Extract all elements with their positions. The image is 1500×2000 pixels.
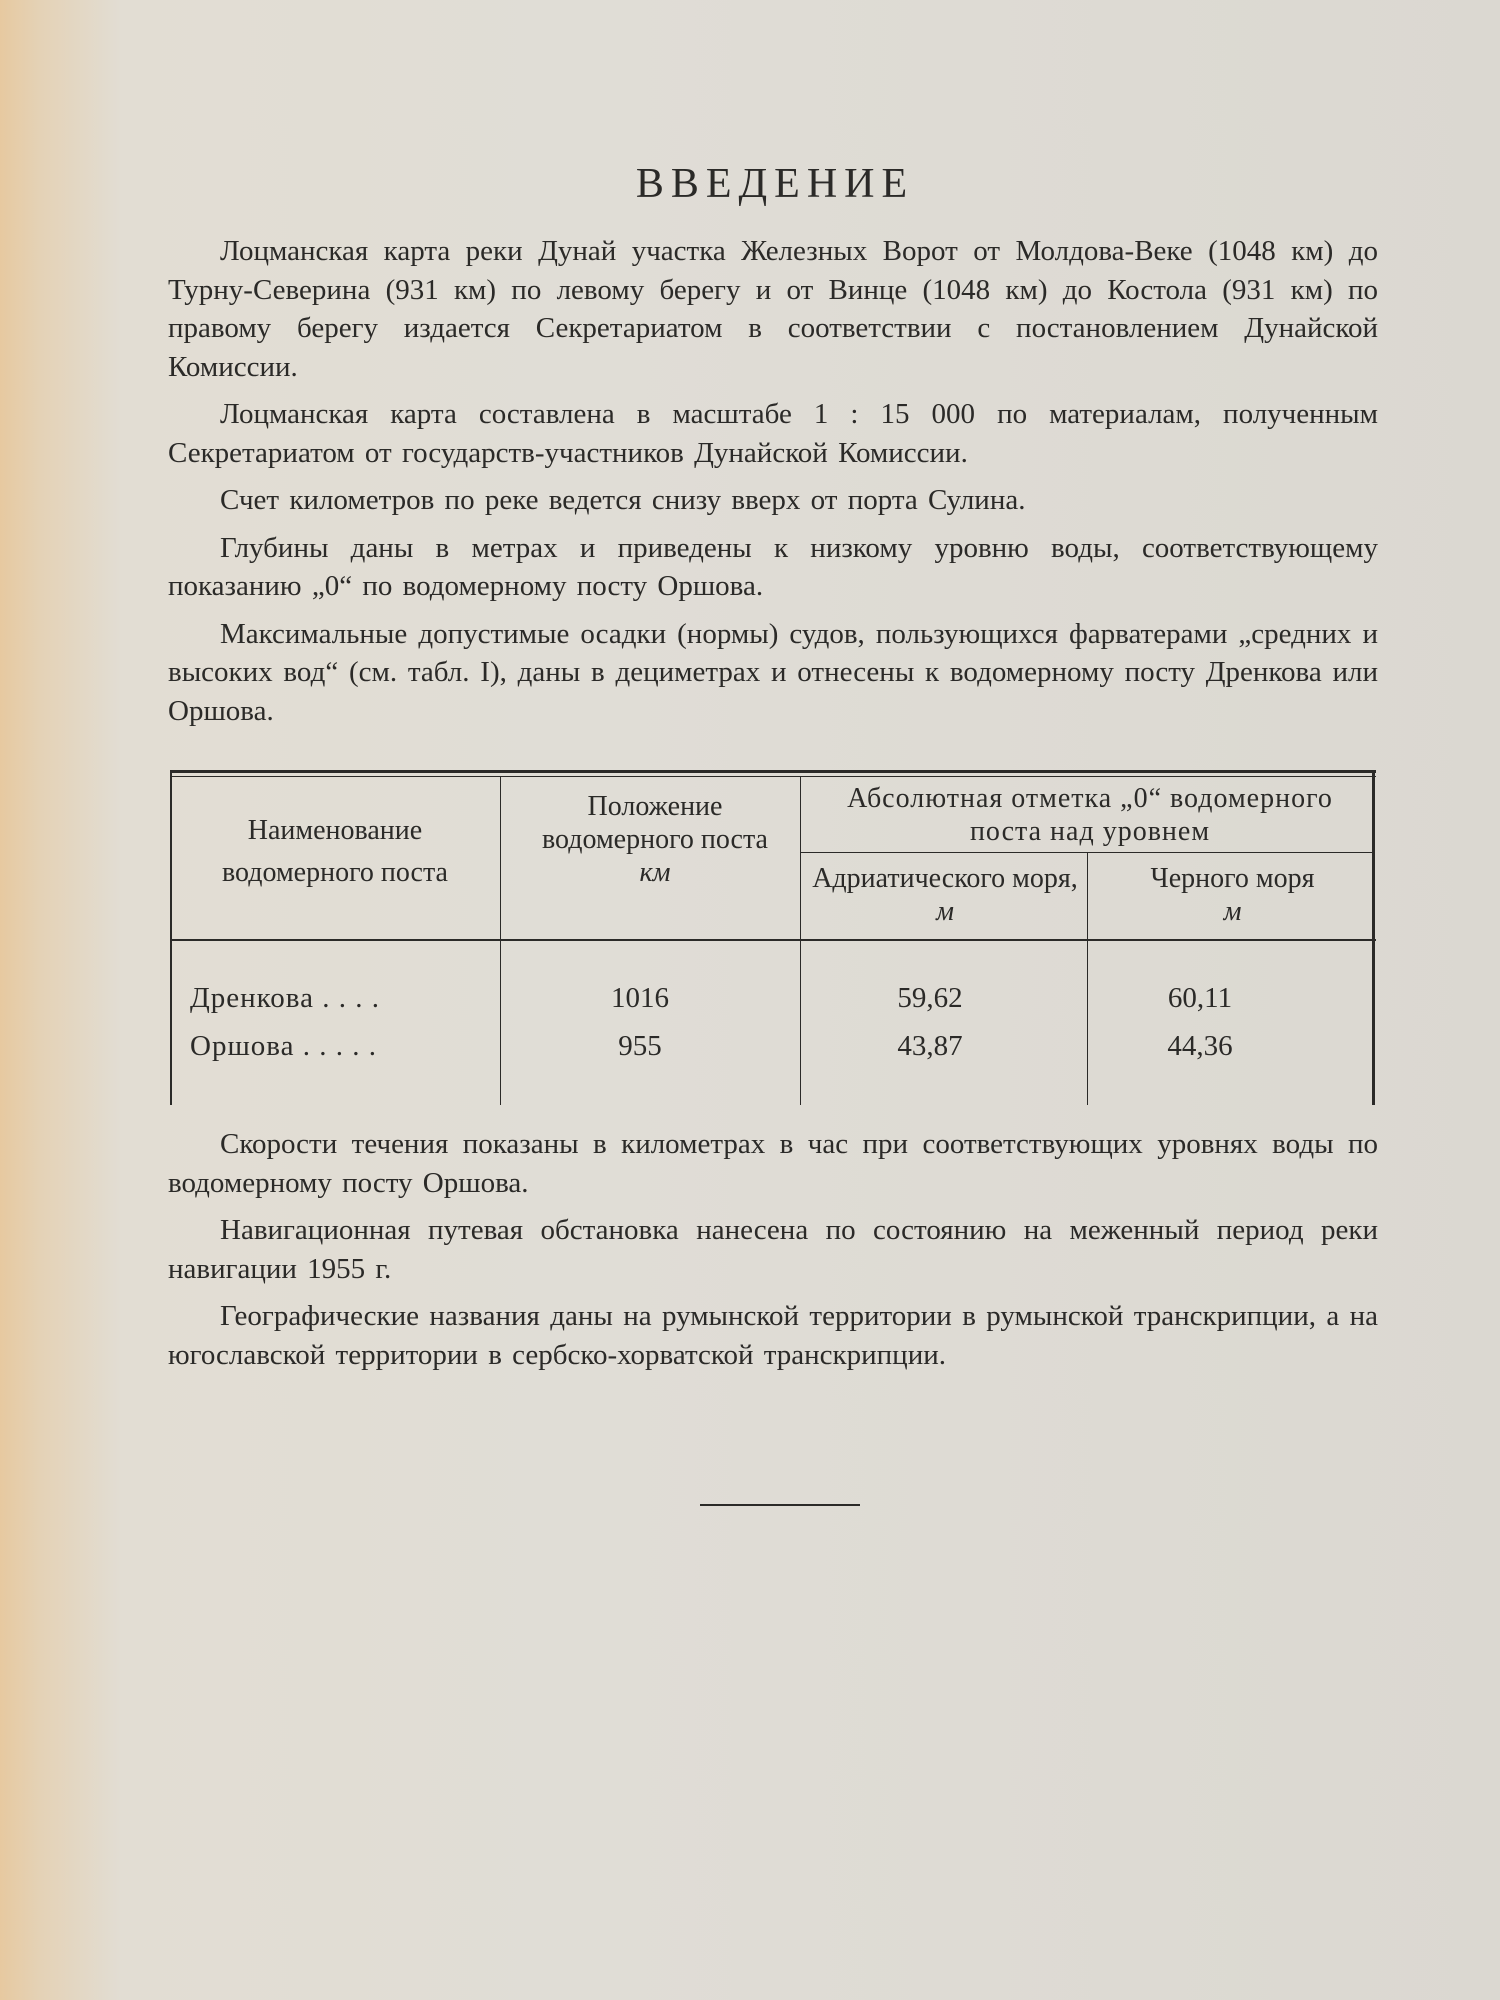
intro-paragraph: Глубины даны в метрах и приведены к низкому уровню воды, соответствующему показанию „0“ по водомерному посту Оршова. xyxy=(168,531,1378,602)
table-top-rule xyxy=(170,770,1376,773)
column-divider xyxy=(800,777,801,1105)
column-divider xyxy=(1087,852,1088,1105)
outro-paragraph: Скорости течения показаны в километрах в час при соответствующих уровнях воды по водомерному посту Оршова. xyxy=(168,1128,1378,1199)
table-left-border xyxy=(170,770,172,1105)
column-divider xyxy=(500,777,501,1105)
intro-paragraph: Счет километров по реке ведется снизу вверх от порта Сулина. xyxy=(220,484,1026,516)
header-black-sea-unit: м xyxy=(1223,896,1242,927)
header-black-sea-label: Черного моря xyxy=(1150,863,1315,894)
header-position-label: Положение водомерного поста xyxy=(542,791,768,855)
row-black-sea: 44,36 xyxy=(1167,1030,1233,1062)
row-station-name: Дренкова . . . . xyxy=(190,982,380,1014)
row-station-name: Оршова . . . . . xyxy=(190,1030,377,1062)
page-title: ВВЕДЕНИЕ xyxy=(635,161,915,207)
header-absolute-mark: Абсолютная отметка „0“ водомерного поста над уровнем xyxy=(847,783,1333,847)
subheader-rule xyxy=(800,852,1375,853)
table-right-border xyxy=(1372,770,1375,1105)
header-position-unit: км xyxy=(639,857,671,888)
header-adriatic xyxy=(810,862,1080,928)
outro-paragraph: Навигационная путевая обстановка нанесена по состоянию на меженный период реки навигации 1955 г. xyxy=(168,1214,1378,1285)
header-black-sea xyxy=(1095,862,1370,928)
outro-paragraph: Географические названия даны на румынской территории в румынской транскрипции, а на югославской территории в сербско-хорватской транскрипции. xyxy=(168,1300,1378,1371)
header-station-name: Наименование водомерного поста xyxy=(222,815,448,888)
gauge-table xyxy=(170,770,1376,1105)
intro-paragraph: Лоцманская карта реки Дунай участка Железных Ворот от Молдова-Веке (1048 км) до Турну-Северина (931 км) по левому берегу и от Винце (1048 км) до Костола (931 км) по правому берегу издается Секретариатом в соответствии с постановлением Дунайской Комиссии. xyxy=(168,235,1378,383)
header-position xyxy=(540,790,770,889)
header-adriatic-label: Адриатического моря, xyxy=(812,863,1078,894)
row-position: 955 xyxy=(618,1030,662,1062)
intro-paragraph: Максимальные допустимые осадки (нормы) судов, пользующихся фарватерами „средних и высоких вод“ (см. табл. I), даны в дециметрах и отнесены к водомерному посту Дренкова или Оршова. xyxy=(168,617,1378,727)
intro-paragraph: Лоцманская карта составлена в масштабе 1 : 15 000 по материалам, полученным Секретариатом от государств-участников Дунайской Комиссии. xyxy=(168,398,1378,469)
row-adriatic: 43,87 xyxy=(897,1030,963,1062)
intro-text xyxy=(168,232,1378,739)
closing-rule xyxy=(700,1504,860,1506)
outro-text xyxy=(168,1125,1378,1383)
row-adriatic: 59,62 xyxy=(897,982,963,1014)
table-top-rule xyxy=(170,776,1376,777)
header-bottom-rule xyxy=(170,939,1376,941)
row-position: 1016 xyxy=(611,982,669,1014)
row-black-sea: 60,11 xyxy=(1167,982,1233,1014)
header-adriatic-unit: м xyxy=(936,896,954,927)
